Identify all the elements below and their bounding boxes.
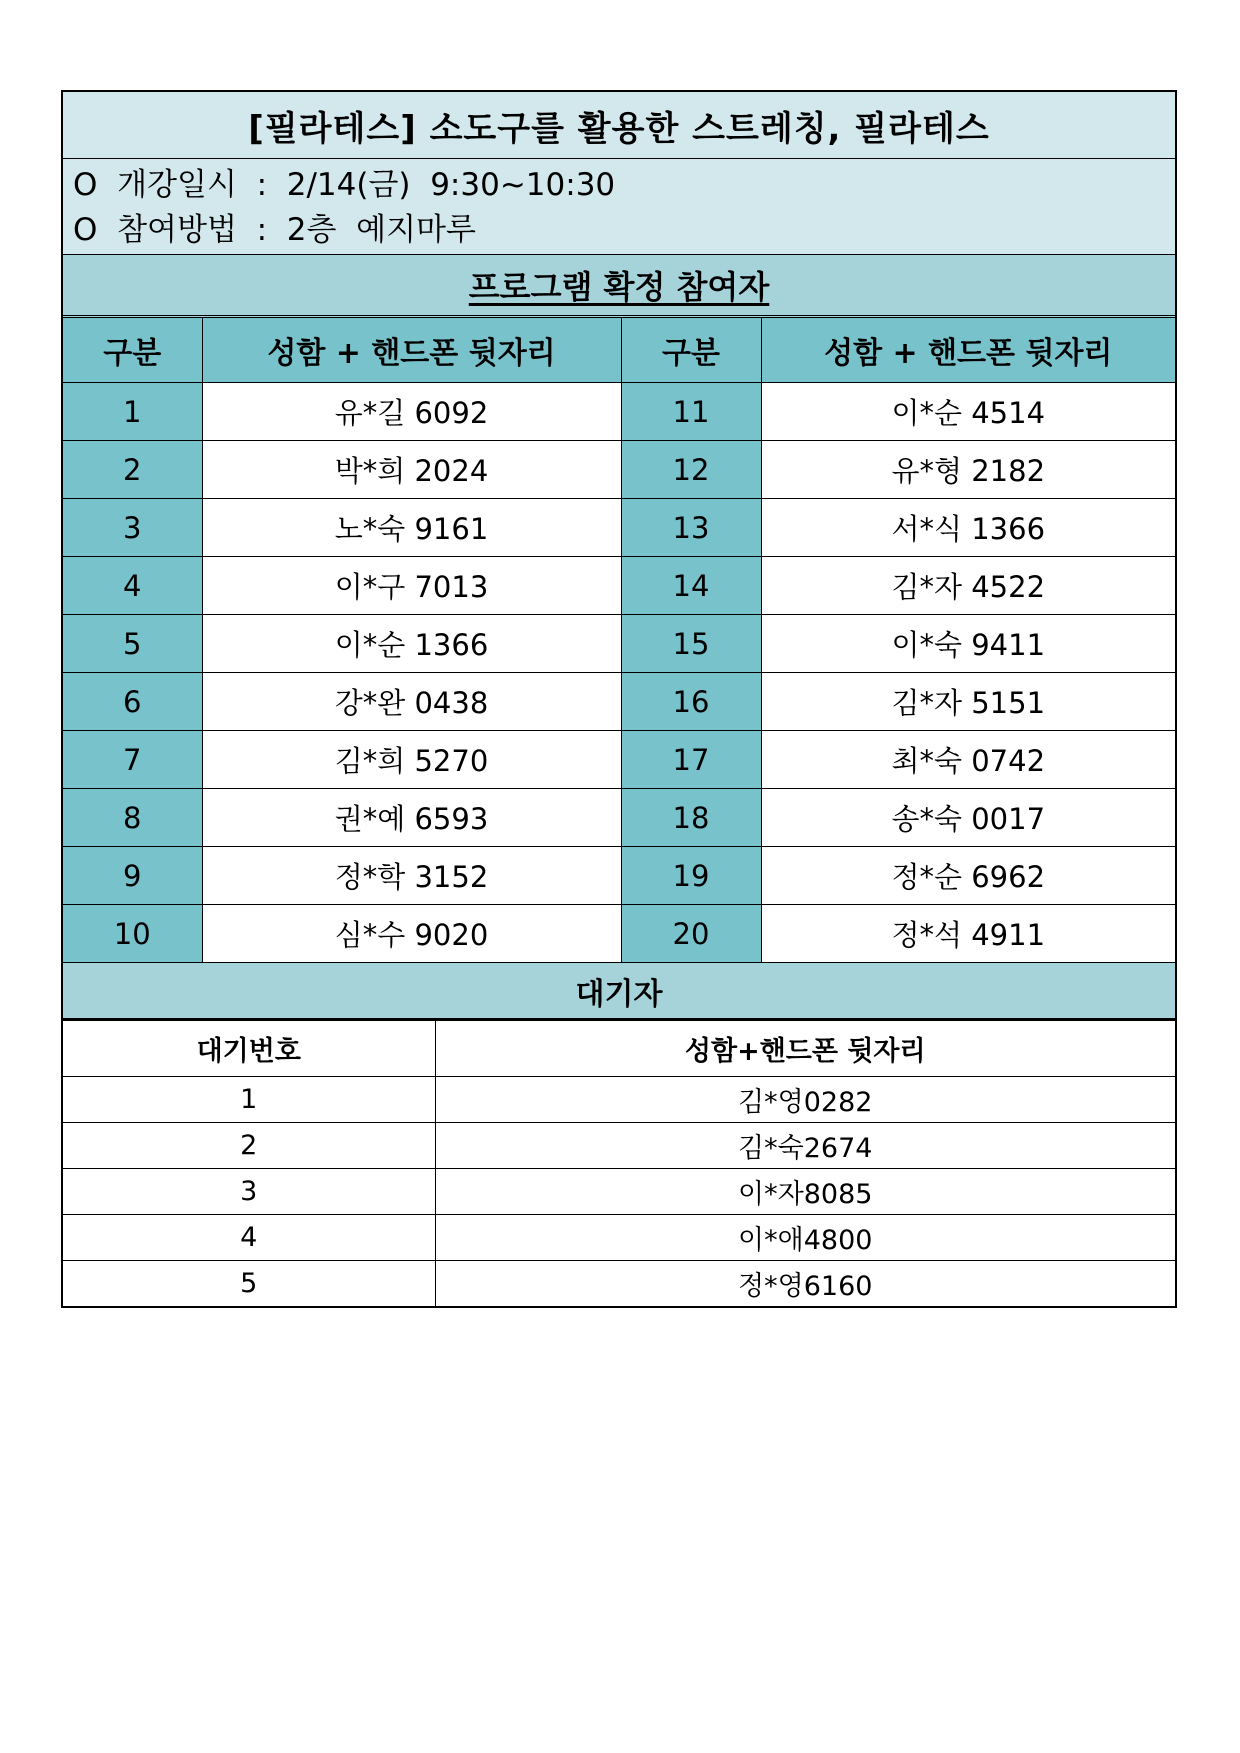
table-row bbox=[63, 905, 1175, 963]
participant-name: 심*수 9020 bbox=[202, 905, 621, 963]
row-number: 18 bbox=[621, 789, 761, 847]
participant-name: 김*자 4522 bbox=[761, 557, 1175, 615]
participant-name: 정*석 4911 bbox=[761, 905, 1175, 963]
row-number: 14 bbox=[621, 557, 761, 615]
table-row bbox=[63, 1215, 1175, 1261]
waitlist-name: 김*숙2674 bbox=[435, 1123, 1175, 1169]
table-row bbox=[63, 1261, 1175, 1307]
table-row bbox=[63, 1169, 1175, 1215]
waitlist-name: 이*자8085 bbox=[435, 1169, 1175, 1215]
participant-name: 이*순 4514 bbox=[761, 383, 1175, 441]
waitlist-body bbox=[63, 1077, 1175, 1307]
program-info bbox=[63, 159, 1175, 255]
waitlist-table bbox=[63, 1021, 1175, 1306]
waitlist-name: 정*영6160 bbox=[435, 1261, 1175, 1307]
confirmed-heading-text: 프로그램 확정 참여자 bbox=[468, 268, 770, 306]
row-number: 7 bbox=[63, 731, 202, 789]
participant-name: 송*숙 0017 bbox=[761, 789, 1175, 847]
confirmed-heading bbox=[63, 255, 1175, 318]
row-number: 6 bbox=[63, 673, 202, 731]
row-number: 20 bbox=[621, 905, 761, 963]
row-number: 2 bbox=[63, 441, 202, 499]
wait-number: 2 bbox=[63, 1123, 435, 1169]
table-row bbox=[63, 499, 1175, 557]
participant-name: 서*식 1366 bbox=[761, 499, 1175, 557]
wait-number: 3 bbox=[63, 1169, 435, 1215]
row-number: 17 bbox=[621, 731, 761, 789]
confirmed-body bbox=[63, 383, 1175, 963]
row-number: 12 bbox=[621, 441, 761, 499]
waitlist-name: 김*영0282 bbox=[435, 1077, 1175, 1123]
col-header-no-left: 구분 bbox=[63, 318, 202, 383]
col-header-wait-name: 성함+핸드폰 뒷자리 bbox=[435, 1021, 1175, 1077]
table-row bbox=[63, 1077, 1175, 1123]
participant-name: 박*희 2024 bbox=[202, 441, 621, 499]
participant-name: 이*순 1366 bbox=[202, 615, 621, 673]
row-number: 19 bbox=[621, 847, 761, 905]
row-number: 8 bbox=[63, 789, 202, 847]
row-number: 4 bbox=[63, 557, 202, 615]
participant-name: 이*구 7013 bbox=[202, 557, 621, 615]
participant-name: 김*자 5151 bbox=[761, 673, 1175, 731]
table-row bbox=[63, 789, 1175, 847]
table-row bbox=[63, 1123, 1175, 1169]
table-row bbox=[63, 383, 1175, 441]
participant-name: 권*예 6593 bbox=[202, 789, 621, 847]
table-row bbox=[63, 673, 1175, 731]
table-row bbox=[63, 847, 1175, 905]
wait-number: 5 bbox=[63, 1261, 435, 1307]
table-row bbox=[63, 441, 1175, 499]
table-row bbox=[63, 557, 1175, 615]
page-title: [필라테스] 소도구를 활용한 스트레칭, 필라테스 bbox=[63, 92, 1175, 159]
col-header-wait-no: 대기번호 bbox=[63, 1021, 435, 1077]
col-header-name-right: 성함 + 핸드폰 뒷자리 bbox=[761, 318, 1175, 383]
row-number: 5 bbox=[63, 615, 202, 673]
row-number: 1 bbox=[63, 383, 202, 441]
participant-name: 유*길 6092 bbox=[202, 383, 621, 441]
participant-name: 정*순 6962 bbox=[761, 847, 1175, 905]
participant-name: 정*학 3152 bbox=[202, 847, 621, 905]
col-header-no-right: 구분 bbox=[621, 318, 761, 383]
wait-number: 1 bbox=[63, 1077, 435, 1123]
col-header-name-left: 성함 + 핸드폰 뒷자리 bbox=[202, 318, 621, 383]
participant-name: 강*완 0438 bbox=[202, 673, 621, 731]
row-number: 16 bbox=[621, 673, 761, 731]
row-number: 9 bbox=[63, 847, 202, 905]
wait-number: 4 bbox=[63, 1215, 435, 1261]
participant-name: 이*숙 9411 bbox=[761, 615, 1175, 673]
row-number: 13 bbox=[621, 499, 761, 557]
date-line: O 개강일시 : 2/14(금) 9:30~10:30 bbox=[73, 167, 616, 203]
waitlist-heading: 대기자 bbox=[63, 962, 1175, 1021]
row-number: 10 bbox=[63, 905, 202, 963]
table-row bbox=[63, 731, 1175, 789]
confirmed-header-row bbox=[63, 318, 1175, 383]
waitlist-header-row bbox=[63, 1021, 1175, 1077]
participant-name: 김*희 5270 bbox=[202, 731, 621, 789]
method-line: O 참여방법 : 2층 예지마루 bbox=[73, 212, 476, 248]
document-frame bbox=[61, 90, 1177, 1308]
participant-name: 최*숙 0742 bbox=[761, 731, 1175, 789]
participant-name: 유*형 2182 bbox=[761, 441, 1175, 499]
row-number: 11 bbox=[621, 383, 761, 441]
confirmed-table bbox=[63, 318, 1175, 962]
row-number: 3 bbox=[63, 499, 202, 557]
row-number: 15 bbox=[621, 615, 761, 673]
table-row bbox=[63, 615, 1175, 673]
waitlist-name: 이*애4800 bbox=[435, 1215, 1175, 1261]
participant-name: 노*숙 9161 bbox=[202, 499, 621, 557]
